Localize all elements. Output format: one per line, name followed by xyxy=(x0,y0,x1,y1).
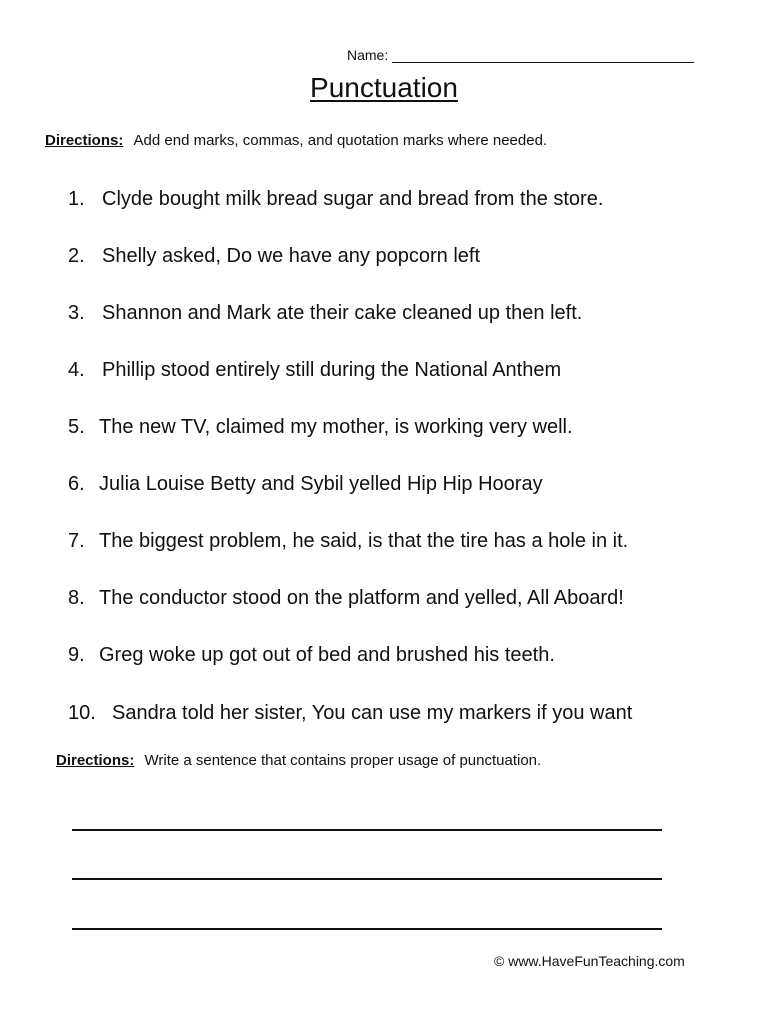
sentence-item-1 xyxy=(68,188,603,211)
sentence-text: Sandra told her sister, You can use my markers if you want xyxy=(112,702,633,724)
name-field-row xyxy=(347,47,694,63)
sentence-text: Shannon and Mark ate their cake cleaned up then left. xyxy=(102,302,583,324)
sentence-number: 9. xyxy=(68,644,85,666)
sentence-item-4 xyxy=(68,359,561,382)
answer-line-1[interactable] xyxy=(72,829,662,831)
answer-line-2[interactable] xyxy=(72,878,662,880)
sentence-text: Shelly asked, Do we have any popcorn left xyxy=(102,245,480,267)
sentence-text: The new TV, claimed my mother, is working very well. xyxy=(99,416,573,438)
sentence-item-10 xyxy=(68,702,632,725)
sentence-number: 5. xyxy=(68,416,85,438)
sentence-number: 2. xyxy=(68,245,85,267)
sentence-text: Phillip stood entirely still during the National Anthem xyxy=(102,359,562,381)
directions-1 xyxy=(45,132,547,149)
sentence-text: Greg woke up got out of bed and brushed his teeth. xyxy=(99,644,555,666)
sentence-number: 10. xyxy=(68,702,96,724)
sentence-item-8 xyxy=(68,587,624,610)
sentence-item-6 xyxy=(68,473,543,496)
name-blank-line[interactable] xyxy=(392,48,694,63)
answer-line-3[interactable] xyxy=(72,928,662,930)
directions-2-label: Directions: xyxy=(56,752,135,769)
sentence-number: 7. xyxy=(68,530,85,552)
sentence-item-2 xyxy=(68,245,480,268)
directions-2 xyxy=(56,752,541,769)
sentence-item-5 xyxy=(68,416,573,439)
sentence-number: 8. xyxy=(68,587,85,609)
page-title-text: Punctuation xyxy=(310,72,458,103)
sentence-text: Julia Louise Betty and Sybil yelled Hip Hip Hooray xyxy=(99,473,543,495)
sentence-number: 6. xyxy=(68,473,85,495)
sentence-item-3 xyxy=(68,302,582,325)
sentence-item-7 xyxy=(68,530,628,553)
sentence-number: 4. xyxy=(68,359,85,381)
directions-2-text: Write a sentence that contains proper usage of punctuation. xyxy=(144,752,542,769)
directions-1-label: Directions: xyxy=(45,132,124,149)
sentence-number: 1. xyxy=(68,188,85,210)
name-label: Name: xyxy=(347,47,389,63)
sentence-number: 3. xyxy=(68,302,85,324)
directions-1-text: Add end marks, commas, and quotation marks where needed. xyxy=(133,132,548,149)
sentence-item-9 xyxy=(68,644,555,667)
sentence-text: Clyde bought milk bread sugar and bread from the store. xyxy=(102,188,604,210)
page-title xyxy=(0,72,768,104)
copyright-text: © www.HaveFunTeaching.com xyxy=(494,953,685,969)
sentence-text: The conductor stood on the platform and yelled, All Aboard! xyxy=(99,587,624,609)
sentence-text: The biggest problem, he said, is that the tire has a hole in it. xyxy=(99,530,629,552)
